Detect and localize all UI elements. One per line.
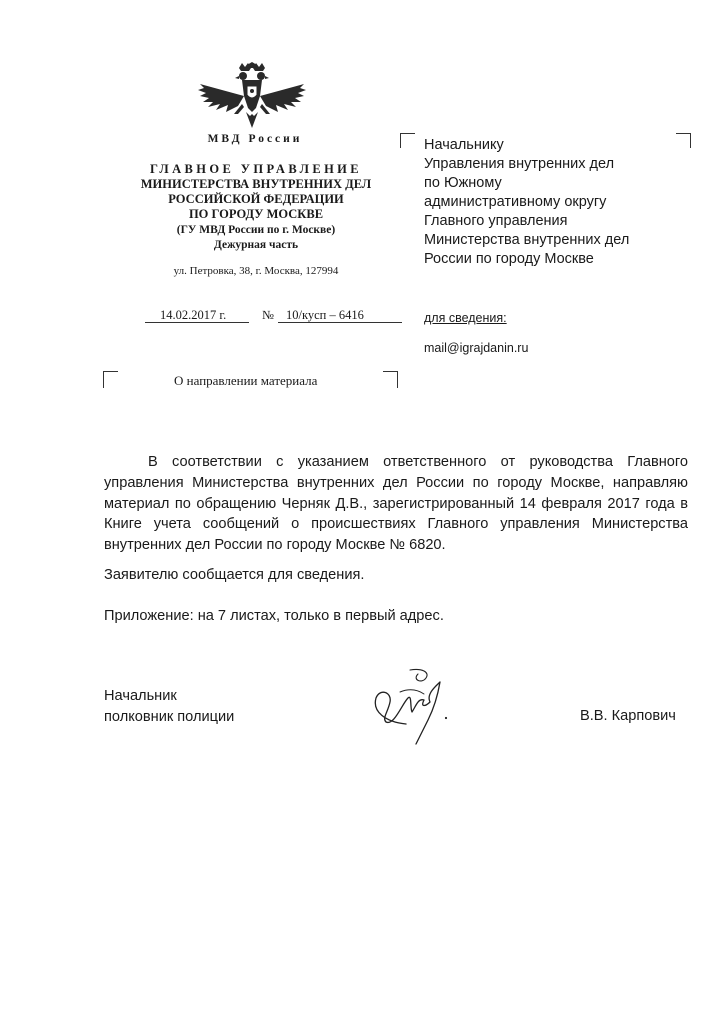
signatory-title [104, 686, 234, 727]
addressee-block [424, 136, 694, 269]
signatory-rank: полковник полиции [104, 708, 235, 725]
registration-date: 14.02.2017 г. [160, 308, 227, 322]
addressee-bracket-left [400, 133, 415, 148]
subject-line: О направлении материала [174, 373, 318, 388]
addressee-line: России по городу Москве [424, 251, 594, 267]
signatory-name: В.В. Карпович [580, 708, 676, 724]
handwritten-signature [366, 664, 462, 748]
letterhead-address: ул. Петровка, 38, г. Москва, 127994 [173, 265, 339, 277]
cc-label: для сведения: [424, 311, 507, 325]
number-sign: № [262, 308, 274, 322]
notice-line: Заявителю сообщается для сведения. [104, 567, 365, 583]
addressee-line: Главного управления [424, 213, 568, 229]
body-paragraph: В соответствии с указанием ответственного от руководства Главного управления Министерства внутренних дел России по городу Москве, направляю материал по обращению Черняк Д.В., зарегистрированный 14 февраля 2017 года в Книге учета сообщений о происшествиях Главного управления Министерства внутренних дел России по городу Москве № 6820. [104, 454, 688, 554]
addressee-line: Управления внутренних дел [424, 156, 615, 172]
agency-short-name: МВД России [207, 133, 303, 145]
addressee-line: Начальнику [424, 137, 504, 153]
dept-line-4: ПО ГОРОДУ МОСКВЕ [188, 207, 324, 221]
attachment-line: Приложение: на 7 листах, только в первый адрес. [104, 608, 444, 624]
signatory-position: Начальник [104, 688, 177, 704]
addressee-line: Министерства внутренних дел [424, 232, 630, 248]
registration-number: 10/кусп – 6416 [286, 308, 364, 322]
subject-bracket-right [383, 371, 398, 388]
dept-abbreviation: (ГУ МВД России по г. Москве) [176, 224, 336, 236]
cc-email: mail@igrajdanin.ru [424, 341, 529, 355]
dept-line-3: РОССИЙСКОЙ ФЕДЕРАЦИИ [168, 192, 344, 206]
dept-line-2: МИНИСТЕРСТВА ВНУТРЕННИХ ДЕЛ [140, 177, 372, 191]
double-headed-eagle-emblem-icon [196, 62, 308, 130]
addressee-line: административному округу [424, 194, 607, 210]
dept-line-1: ГЛАВНОЕ УПРАВЛЕНИЕ [149, 162, 363, 176]
unit-name: Дежурная часть [213, 239, 299, 251]
addressee-line: по Южному [424, 175, 502, 191]
subject-bracket-left [103, 371, 118, 388]
